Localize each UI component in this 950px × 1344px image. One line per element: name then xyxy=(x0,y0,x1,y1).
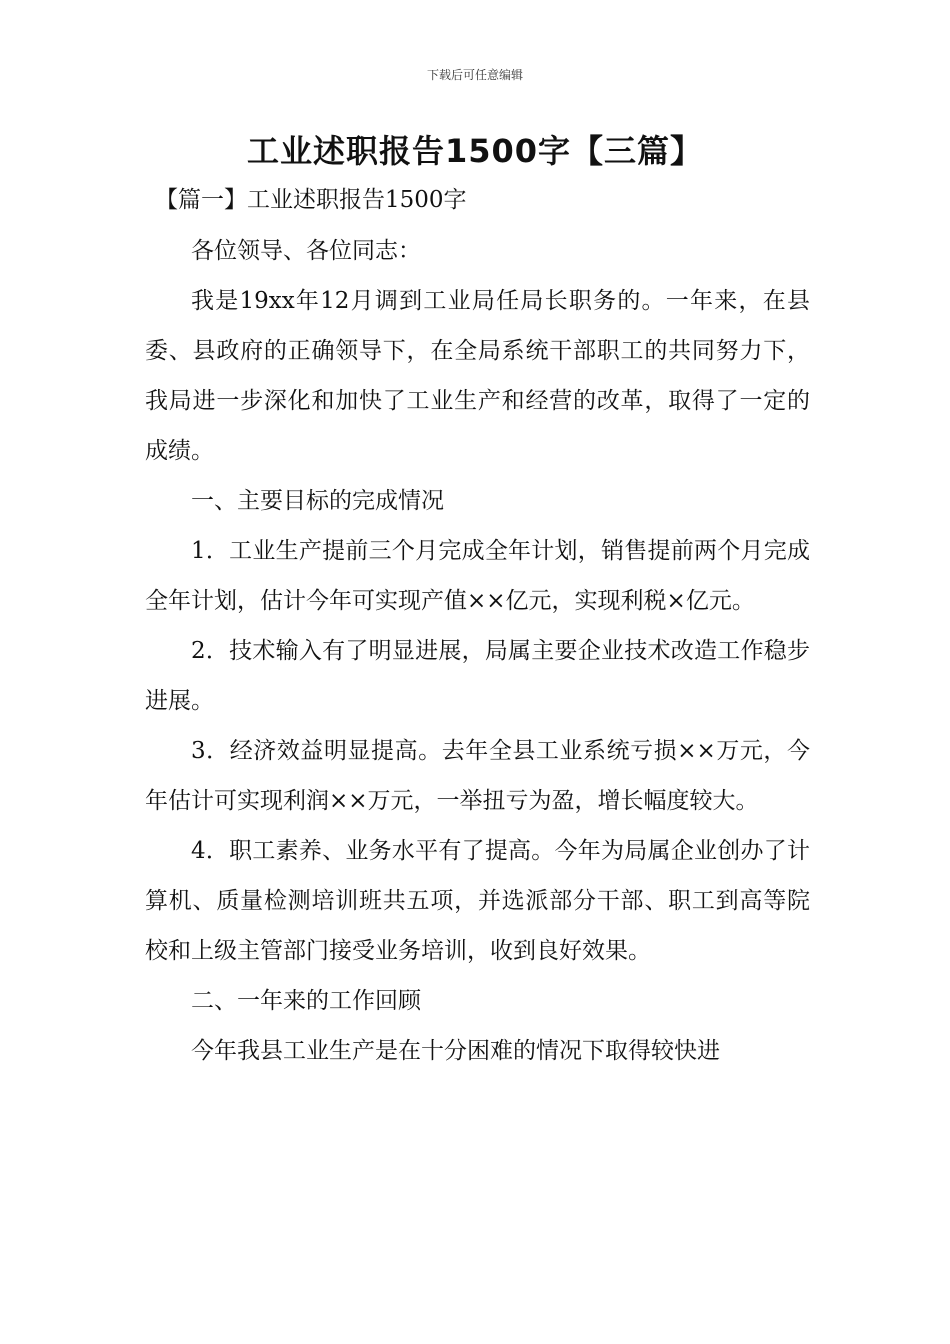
paragraph-salutation: 各位领导、各位同志： xyxy=(191,238,421,264)
section-heading: 【篇一】工业述职报告1500字 xyxy=(155,187,467,213)
header-note: 下载后可任意编辑 xyxy=(426,68,523,82)
paragraph-item-3: 3．经济效益明显提高。去年全县工业系统亏损××万元，今年估计可实现利润××万元，一举扭亏为盈，增长幅度较大。 xyxy=(145,738,810,814)
document-title: 工业述职报告1500字【三篇】 xyxy=(246,132,704,170)
paragraph-intro: 我是19xx年12月调到工业局任局长职务的。一年来，在县委、县政府的正确领导下，在全局系统干部职工的共同努力下，我局进一步深化和加快了工业生产和经营的改革，取得了一定的成绩。 xyxy=(145,288,810,464)
paragraph-item-2: 2．技术输入有了明显进展，局属主要企业技术改造工作稳步进展。 xyxy=(145,638,810,714)
paragraph-item-4: 4．职工素养、业务水平有了提高。今年为局属企业创办了计算机、质量检测培训班共五项，并选派部分干部、职工到高等院校和上级主管部门接受业务培训，收到良好效果。 xyxy=(145,838,810,964)
document-body xyxy=(145,226,810,1076)
paragraph-heading-review: 二、一年来的工作回顾 xyxy=(191,988,421,1014)
paragraph-item-1: 1．工业生产提前三个月完成全年计划，销售提前两个月完成全年计划，估计今年可实现产值××亿元，实现利税×亿元。 xyxy=(145,538,810,614)
paragraph-review-start: 今年我县工业生产是在十分困难的情况下取得较快进 xyxy=(191,1038,720,1064)
paragraph-heading-goals: 一、主要目标的完成情况 xyxy=(191,488,444,514)
